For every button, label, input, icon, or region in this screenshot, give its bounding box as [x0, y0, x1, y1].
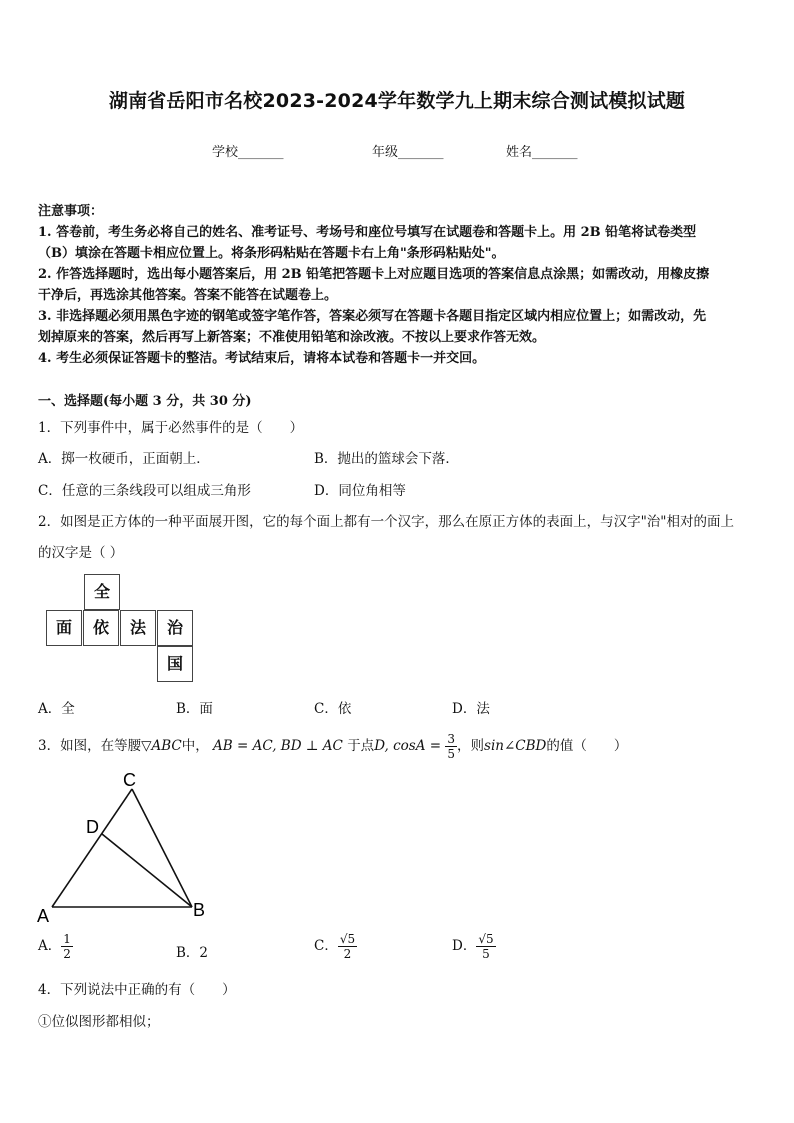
name-field: 姓名_______: [506, 145, 578, 160]
question-2-option-d: D．法: [452, 701, 490, 717]
question-2-stem: 2．如图是正方体的一种平面展开图，它的每个面上都有一个汉字，那么在原正方体的表面上，与汉字"治"相对的面上: [38, 514, 735, 530]
question-3-option-b: B．2: [176, 945, 209, 961]
question-2-option-c: C．依: [314, 701, 352, 717]
net-face: 国: [157, 646, 193, 682]
stem-text: 3．如图，在等腰: [38, 738, 142, 754]
notice-line: 3. 非选择题必须用黑色字迹的钢笔或签字笔作答，答案必须写在答题卡各题目指定区域内相应位置上；如需改动，先: [38, 309, 707, 324]
document-title: 湖南省岳阳市名校2023-2024学年数学九上期末综合测试模拟试题: [108, 90, 686, 112]
notice-line: 2. 作答选择题时，选出每小题答案后，用 2B 铅笔把答题卡上对应题目选项的答案信息点涂黑；如需改动，用橡皮擦: [38, 267, 710, 282]
vertex-label-a: A: [37, 906, 50, 925]
fraction-numerator: √5: [339, 932, 356, 946]
question-3-option-c: [314, 932, 357, 961]
fraction-numerator: √5: [478, 932, 494, 946]
fraction-denominator: 5: [447, 747, 456, 761]
fraction-denominator: 2: [63, 947, 71, 961]
vertex-label-b: B: [193, 900, 206, 920]
side-cb: [132, 789, 192, 907]
notice-line: （B）填涂在答题卡相应位置上。将条形码粘贴在答题卡右上角"条形码粘贴处"。: [38, 246, 505, 261]
net-face: 依: [83, 610, 119, 646]
stem-text: 的值（ ）: [546, 738, 628, 754]
vertex-label-c: C: [123, 770, 136, 790]
question-4-item-1: ①位似图形都相似；: [38, 1014, 160, 1030]
math-condition: D, cosA =: [374, 738, 442, 754]
school-field: 学校_______: [212, 145, 284, 160]
question-2-stem-cont: 的汉字是（ ）: [38, 545, 124, 561]
stem-text: 中，: [181, 738, 209, 754]
net-face: 面: [46, 610, 82, 646]
math-condition: AB = AC, BD ⊥ AC: [213, 738, 343, 754]
question-3-option-d: [452, 932, 496, 961]
section-heading: 一、选择题(每小题 3 分，共 30 分): [38, 394, 252, 409]
option-fraction: [61, 932, 73, 961]
option-label: C．: [314, 938, 338, 954]
question-1-option-b: B．抛出的篮球会下落．: [314, 451, 459, 467]
vertex-label-d: D: [86, 817, 99, 837]
notice-line: 干净后，再选涂其他答案。答案不能答在试题卷上。: [38, 288, 338, 303]
fraction-denominator: 2: [343, 947, 352, 961]
option-label: A．: [38, 938, 62, 954]
triangle-figure: [34, 765, 214, 925]
option-label: D．: [452, 938, 477, 954]
question-1-option-a: A．掷一枚硬币，正面朝上．: [38, 451, 210, 467]
question-2-option-a: A．全: [38, 701, 75, 717]
notice-line: 4. 考生必须保证答题卡的整洁。考试结束后，请将本试卷和答题卡一并交回。: [38, 351, 486, 366]
math-target: sin∠CBD: [484, 738, 547, 754]
option-fraction: [476, 932, 495, 961]
fraction-denominator: 5: [482, 947, 490, 961]
question-1-option-c: C．任意的三条线段可以组成三角形: [38, 483, 251, 499]
notice-heading: 注意事项：: [38, 204, 104, 219]
net-face: 法: [120, 610, 156, 646]
question-3-stem: [38, 732, 627, 761]
fraction-3-5: [445, 732, 457, 761]
stem-text: 于点: [347, 738, 375, 754]
option-fraction: [338, 932, 357, 961]
fraction-numerator: 3: [447, 732, 456, 746]
notice-line: 1. 答卷前，考生务必将自己的姓名、准考证号、考场号和座位号填写在试题卷和答题卡上。用 2B 铅笔将试卷类型: [38, 225, 697, 240]
fraction-numerator: 1: [63, 932, 71, 946]
question-1-option-d: D．同位角相等: [314, 483, 406, 499]
segment-bd: [102, 834, 192, 907]
net-face: 治: [157, 610, 193, 646]
question-1-stem: 1．下列事件中，属于必然事件的是（ ）: [38, 420, 304, 436]
grade-field: 年级_______: [372, 145, 444, 160]
question-4-stem: 4．下列说法中正确的有（ ）: [38, 982, 236, 998]
question-3-option-a: [38, 932, 73, 961]
math-triangle: ▽ABC: [141, 738, 182, 754]
question-2-option-b: B．面: [176, 701, 213, 717]
stem-text: ，则: [457, 738, 485, 754]
net-face: 全: [84, 574, 120, 610]
notice-line: 划掉原来的答案，然后再写上新答案；不准使用铅笔和涂改液。不按以上要求作答无效。: [38, 330, 546, 345]
